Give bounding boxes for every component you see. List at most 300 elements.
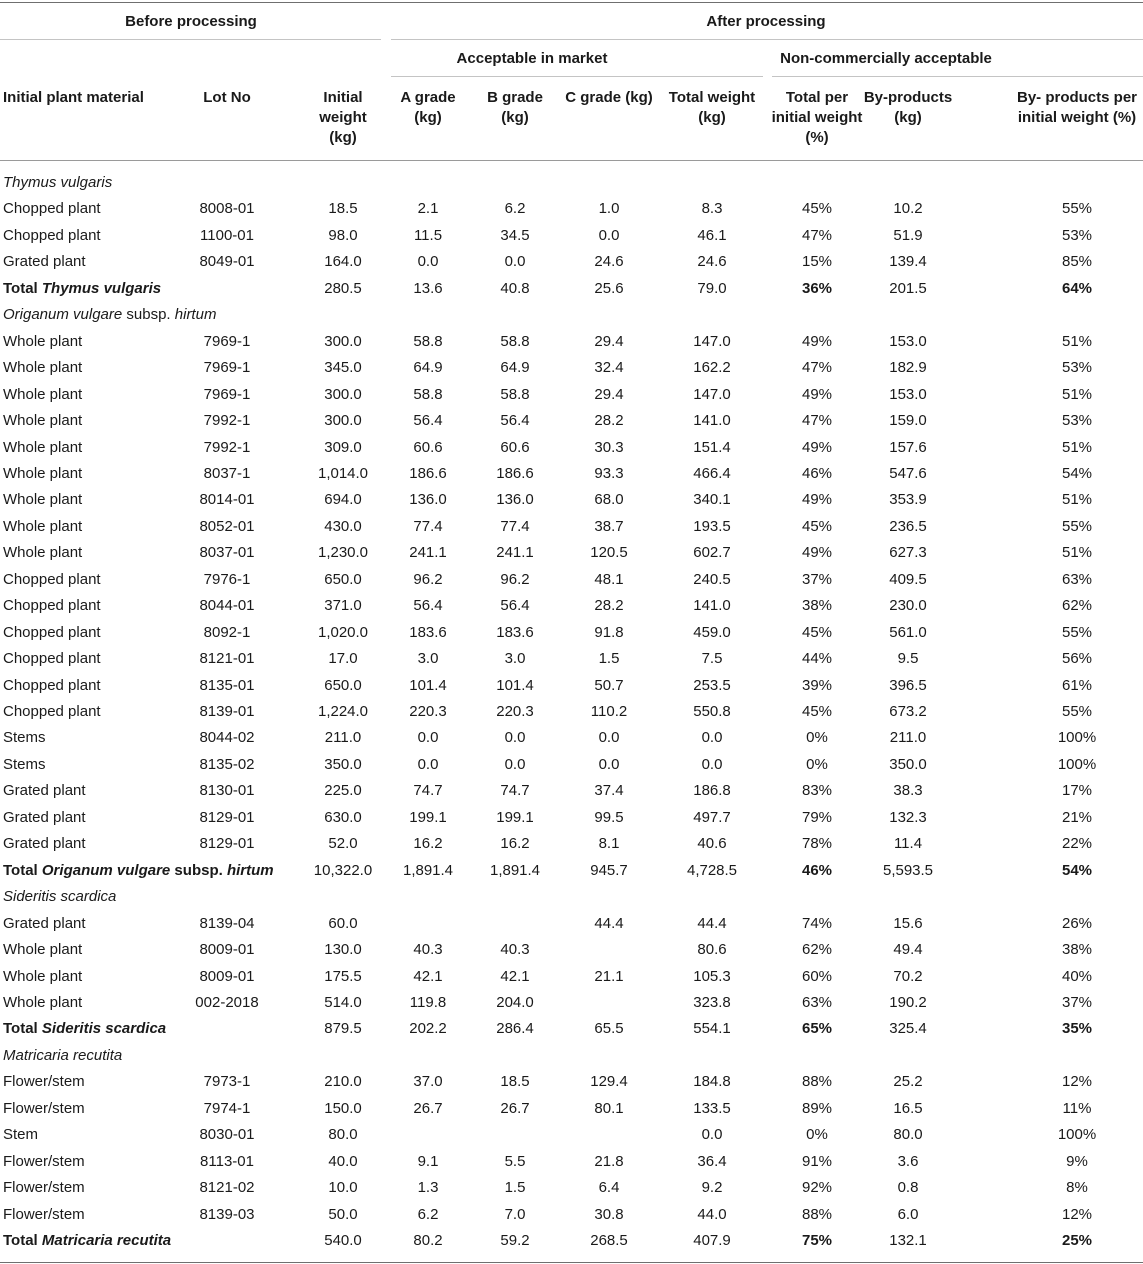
cell-byproducts: 409.5 <box>889 571 927 588</box>
cell-material: Whole plant <box>3 968 83 985</box>
cell-b-grade: 1.5 <box>504 1179 526 1196</box>
cell-byproducts-per-initial: 54% <box>1061 862 1093 879</box>
cell-initial-weight: 50.0 <box>328 1206 358 1223</box>
species-section-label: Origanum vulgare subsp. hirtum <box>3 306 217 323</box>
cell-material: Whole plant <box>3 412 83 429</box>
cell-b-grade: 40.3 <box>500 941 530 958</box>
cell-total-weight: 9.2 <box>701 1179 723 1196</box>
cell-a-grade: 2.1 <box>417 200 439 217</box>
cell-lot: 8052-01 <box>199 518 255 535</box>
cell-lot: 8130-01 <box>199 782 255 799</box>
cell-total-per-initial: 47% <box>801 412 833 429</box>
cell-c-grade: 25.6 <box>594 280 624 297</box>
cell-material: Grated plant <box>3 809 86 826</box>
cell-c-grade: 80.1 <box>594 1100 624 1117</box>
cell-byproducts: 5,593.5 <box>882 862 934 879</box>
cell-a-grade: 58.8 <box>413 386 443 403</box>
cell-byproducts-per-initial: 9% <box>1066 1153 1088 1170</box>
cell-byproducts: 9.5 <box>897 650 919 667</box>
cell-c-grade: 29.4 <box>594 386 624 403</box>
cell-b-grade: 26.7 <box>500 1100 530 1117</box>
species-section-label: Sideritis scardica <box>3 888 117 905</box>
species-total-label: Total Thymus vulgaris <box>3 280 162 297</box>
cell-lot: 8139-01 <box>199 703 255 720</box>
cell-material: Flower/stem <box>3 1206 85 1223</box>
cell-byproducts-per-initial: 12% <box>1061 1206 1093 1223</box>
cell-total-weight: 105.3 <box>693 968 731 985</box>
cell-b-grade: 3.0 <box>504 650 526 667</box>
cell-c-grade: 91.8 <box>594 624 624 641</box>
cell-material: Whole plant <box>3 465 83 482</box>
cell-material: Whole plant <box>3 439 83 456</box>
cell-lot: 8139-03 <box>199 1206 255 1223</box>
cell-lot: 8129-01 <box>199 809 255 826</box>
cell-total-weight: 80.6 <box>697 941 727 958</box>
cell-initial-weight: 164.0 <box>324 253 362 270</box>
cell-lot: 8113-01 <box>200 1153 254 1170</box>
cell-total-per-initial: 47% <box>801 227 833 244</box>
cell-c-grade: 0.0 <box>598 729 620 746</box>
cell-byproducts: 80.0 <box>893 1126 923 1143</box>
cell-b-grade: 1,891.4 <box>489 862 541 879</box>
cell-lot: 8121-01 <box>199 650 255 667</box>
cell-byproducts-per-initial: 55% <box>1061 200 1093 217</box>
cell-total-per-initial: 75% <box>801 1232 833 1249</box>
cell-c-grade: 0.0 <box>598 756 620 773</box>
cell-byproducts: 16.5 <box>893 1100 923 1117</box>
cell-total-per-initial: 0% <box>806 1126 828 1143</box>
cell-b-grade: 0.0 <box>504 253 526 270</box>
cell-total-per-initial: 60% <box>801 968 833 985</box>
cell-byproducts: 0.8 <box>897 1179 919 1196</box>
cell-material: Stems <box>3 729 46 746</box>
cell-material: Grated plant <box>3 915 86 932</box>
cell-lot: 8044-01 <box>199 597 255 614</box>
cell-initial-weight: 694.0 <box>324 491 362 508</box>
cell-lot: 7969-1 <box>203 386 251 403</box>
cell-byproducts-per-initial: 51% <box>1061 386 1093 403</box>
cell-total-per-initial: 37% <box>801 571 833 588</box>
cell-a-grade: 13.6 <box>413 280 443 297</box>
cell-c-grade: 8.1 <box>598 835 620 852</box>
cell-byproducts-per-initial: 17% <box>1061 782 1093 799</box>
cell-total-per-initial: 92% <box>801 1179 833 1196</box>
cell-b-grade: 241.1 <box>496 544 534 561</box>
cell-total-weight: 79.0 <box>697 280 727 297</box>
cell-initial-weight: 225.0 <box>324 782 362 799</box>
cell-initial-weight: 10,322.0 <box>313 862 373 879</box>
cell-lot: 002-2018 <box>195 994 259 1011</box>
cell-byproducts-per-initial: 53% <box>1061 412 1093 429</box>
cell-c-grade: 268.5 <box>590 1232 628 1249</box>
cell-b-grade: 204.0 <box>496 994 534 1011</box>
cell-byproducts: 153.0 <box>889 333 927 350</box>
cell-total-per-initial: 65% <box>801 1020 833 1037</box>
cell-b-grade: 77.4 <box>500 518 530 535</box>
col-header-a-grade: A grade (kg) <box>400 89 456 126</box>
cell-c-grade: 29.4 <box>594 333 624 350</box>
cell-b-grade: 59.2 <box>500 1232 530 1249</box>
cell-total-per-initial: 0% <box>806 729 828 746</box>
species-total-label: Total Sideritis scardica <box>3 1020 167 1037</box>
cell-initial-weight: 1,230.0 <box>317 544 369 561</box>
cell-total-per-initial: 63% <box>801 994 833 1011</box>
cell-material: Stem <box>3 1126 39 1143</box>
cell-total-per-initial: 45% <box>801 200 833 217</box>
cell-a-grade: 96.2 <box>413 571 443 588</box>
cell-b-grade: 186.6 <box>496 465 534 482</box>
cell-a-grade: 58.8 <box>413 333 443 350</box>
cell-a-grade: 0.0 <box>417 756 439 773</box>
cell-initial-weight: 150.0 <box>324 1100 362 1117</box>
cell-c-grade: 1.0 <box>598 200 620 217</box>
cell-byproducts-per-initial: 55% <box>1061 518 1093 535</box>
cell-a-grade: 80.2 <box>413 1232 443 1249</box>
cell-a-grade: 60.6 <box>413 439 443 456</box>
cell-b-grade: 220.3 <box>496 703 534 720</box>
cell-c-grade: 50.7 <box>594 677 624 694</box>
cell-material: Chopped plant <box>3 227 101 244</box>
cell-total-weight: 147.0 <box>693 333 731 350</box>
cell-total-per-initial: 46% <box>801 465 833 482</box>
cell-material: Chopped plant <box>3 200 101 217</box>
cell-byproducts: 70.2 <box>893 968 923 985</box>
cell-lot: 8014-01 <box>199 491 255 508</box>
cell-initial-weight: 40.0 <box>328 1153 358 1170</box>
cell-a-grade: 101.4 <box>409 677 447 694</box>
cell-byproducts: 159.0 <box>889 412 927 429</box>
cell-c-grade: 37.4 <box>594 782 624 799</box>
cell-total-per-initial: 15% <box>801 253 833 270</box>
col-header-material: Initial plant material <box>3 89 144 106</box>
cell-total-per-initial: 38% <box>801 597 833 614</box>
cell-b-grade: 74.7 <box>500 782 530 799</box>
cell-initial-weight: 514.0 <box>324 994 362 1011</box>
col-header-initial-weight: Initial weight (kg) <box>319 89 367 146</box>
cell-initial-weight: 879.5 <box>324 1020 362 1037</box>
col-header-total-per-initial: Total per initial weight (%) <box>771 89 863 146</box>
cell-byproducts-per-initial: 37% <box>1061 994 1093 1011</box>
col-header-byproducts: By-products (kg) <box>863 89 953 126</box>
cell-c-grade: 21.1 <box>594 968 624 985</box>
cell-total-weight: 162.2 <box>693 359 731 376</box>
cell-initial-weight: 60.0 <box>328 915 358 932</box>
cell-initial-weight: 371.0 <box>324 597 362 614</box>
cell-b-grade: 101.4 <box>496 677 534 694</box>
cell-byproducts: 182.9 <box>889 359 927 376</box>
cell-total-per-initial: 88% <box>801 1073 833 1090</box>
cell-c-grade: 65.5 <box>594 1020 624 1037</box>
cell-total-weight: 141.0 <box>693 412 731 429</box>
cell-initial-weight: 650.0 <box>324 571 362 588</box>
top-rule <box>0 2 1143 3</box>
cell-total-per-initial: 62% <box>801 941 833 958</box>
cell-b-grade: 42.1 <box>500 968 530 985</box>
cell-a-grade: 56.4 <box>413 412 443 429</box>
cell-c-grade: 30.8 <box>594 1206 624 1223</box>
cell-material: Flower/stem <box>3 1073 85 1090</box>
cell-total-weight: 193.5 <box>693 518 731 535</box>
cell-total-weight: 186.8 <box>693 782 731 799</box>
cell-total-per-initial: 89% <box>801 1100 833 1117</box>
col-header-c-grade: C grade (kg) <box>565 89 653 106</box>
cell-material: Chopped plant <box>3 703 101 720</box>
col-header-byproducts-per-initial: By- products per initial weight (%) <box>1016 89 1137 126</box>
cell-a-grade: 77.4 <box>413 518 443 535</box>
cell-lot: 7969-1 <box>203 333 251 350</box>
cell-material: Grated plant <box>3 253 86 270</box>
cell-total-per-initial: 49% <box>801 386 833 403</box>
cell-a-grade: 0.0 <box>417 253 439 270</box>
col-header-total-weight: Total weight (kg) <box>668 89 756 126</box>
cell-total-weight: 133.5 <box>693 1100 731 1117</box>
cell-lot: 8121-02 <box>199 1179 255 1196</box>
cell-material: Whole plant <box>3 359 83 376</box>
cell-byproducts: 132.3 <box>889 809 927 826</box>
cell-byproducts-per-initial: 53% <box>1061 227 1093 244</box>
cell-a-grade: 42.1 <box>413 968 443 985</box>
cell-total-per-initial: 39% <box>801 677 833 694</box>
cell-byproducts-per-initial: 51% <box>1061 491 1093 508</box>
cell-total-per-initial: 79% <box>801 809 833 826</box>
cell-initial-weight: 130.0 <box>324 941 362 958</box>
cell-byproducts: 3.6 <box>897 1153 919 1170</box>
cell-lot: 7976-1 <box>203 571 251 588</box>
cell-byproducts-per-initial: 11% <box>1062 1100 1092 1117</box>
cell-lot: 7974-1 <box>203 1100 251 1117</box>
cell-initial-weight: 52.0 <box>328 835 358 852</box>
cell-byproducts-per-initial: 61% <box>1061 677 1093 694</box>
cell-total-per-initial: 44% <box>801 650 833 667</box>
cell-b-grade: 199.1 <box>496 809 534 826</box>
cell-b-grade: 64.9 <box>500 359 530 376</box>
species-section-label: Thymus vulgaris <box>3 174 113 191</box>
cell-a-grade: 183.6 <box>409 624 447 641</box>
col-header-lot: Lot No <box>203 89 251 106</box>
cell-lot: 7973-1 <box>203 1073 251 1090</box>
cell-b-grade: 18.5 <box>500 1073 530 1090</box>
cell-byproducts: 353.9 <box>889 491 927 508</box>
cell-total-weight: 0.0 <box>701 729 723 746</box>
acceptable-header: Acceptable in market <box>456 50 608 67</box>
cell-material: Whole plant <box>3 941 83 958</box>
cell-material: Whole plant <box>3 491 83 508</box>
cell-a-grade: 199.1 <box>409 809 447 826</box>
cell-total-per-initial: 78% <box>801 835 833 852</box>
cell-byproducts-per-initial: 100% <box>1057 729 1097 746</box>
cell-a-grade: 11.5 <box>413 227 443 244</box>
cell-byproducts-per-initial: 51% <box>1061 544 1093 561</box>
cell-total-weight: 323.8 <box>693 994 731 1011</box>
cell-b-grade: 60.6 <box>500 439 530 456</box>
cell-material: Flower/stem <box>3 1179 85 1196</box>
cell-initial-weight: 211.0 <box>324 729 362 746</box>
species-section-label: Matricaria recutita <box>3 1047 123 1064</box>
cell-material: Grated plant <box>3 782 86 799</box>
cell-b-grade: 58.8 <box>500 386 530 403</box>
cell-byproducts-per-initial: 56% <box>1061 650 1093 667</box>
cell-total-weight: 151.4 <box>693 439 731 456</box>
cell-total-per-initial: 49% <box>801 491 833 508</box>
cell-a-grade: 6.2 <box>417 1206 439 1223</box>
cell-initial-weight: 300.0 <box>324 386 362 403</box>
cell-initial-weight: 300.0 <box>324 333 362 350</box>
cell-b-grade: 183.6 <box>496 624 534 641</box>
cell-a-grade: 202.2 <box>409 1020 447 1037</box>
cell-material: Chopped plant <box>3 624 101 641</box>
cell-b-grade: 286.4 <box>496 1020 534 1037</box>
cell-lot: 8009-01 <box>199 968 255 985</box>
cell-initial-weight: 309.0 <box>324 439 362 456</box>
cell-b-grade: 16.2 <box>500 835 530 852</box>
species-total-label: Total Matricaria recutita <box>3 1232 172 1249</box>
cell-initial-weight: 80.0 <box>328 1126 358 1143</box>
cell-byproducts: 201.5 <box>889 280 927 297</box>
cell-a-grade: 186.6 <box>409 465 447 482</box>
cell-total-per-initial: 36% <box>801 280 833 297</box>
cell-byproducts-per-initial: 54% <box>1061 465 1093 482</box>
cell-lot: 8037-1 <box>203 465 251 482</box>
cell-c-grade: 120.5 <box>590 544 628 561</box>
cell-material: Grated plant <box>3 835 86 852</box>
cell-a-grade: 26.7 <box>413 1100 443 1117</box>
cell-byproducts: 6.0 <box>897 1206 919 1223</box>
cell-byproducts-per-initial: 51% <box>1061 439 1093 456</box>
cell-initial-weight: 1,020.0 <box>317 624 369 641</box>
cell-b-grade: 34.5 <box>500 227 530 244</box>
cell-material: Flower/stem <box>3 1100 85 1117</box>
cell-byproducts-per-initial: 55% <box>1061 703 1093 720</box>
cell-initial-weight: 98.0 <box>328 227 358 244</box>
cell-initial-weight: 540.0 <box>324 1232 362 1249</box>
cell-a-grade: 37.0 <box>413 1073 443 1090</box>
cell-a-grade: 220.3 <box>409 703 447 720</box>
cell-total-weight: 147.0 <box>693 386 731 403</box>
cell-total-per-initial: 45% <box>801 518 833 535</box>
cell-a-grade: 136.0 <box>409 491 447 508</box>
cell-c-grade: 32.4 <box>594 359 624 376</box>
cell-b-grade: 0.0 <box>504 729 526 746</box>
cell-byproducts-per-initial: 8% <box>1066 1179 1088 1196</box>
cell-c-grade: 38.7 <box>594 518 624 535</box>
cell-byproducts: 51.9 <box>893 227 923 244</box>
cell-lot: 8044-02 <box>199 729 255 746</box>
cell-c-grade: 44.4 <box>594 915 624 932</box>
cell-byproducts: 190.2 <box>889 994 927 1011</box>
cell-byproducts-per-initial: 51% <box>1061 333 1093 350</box>
cell-byproducts: 11.4 <box>893 835 923 852</box>
cell-material: Chopped plant <box>3 571 101 588</box>
cell-initial-weight: 630.0 <box>324 809 362 826</box>
cell-initial-weight: 280.5 <box>324 280 362 297</box>
cell-byproducts-per-initial: 25% <box>1061 1232 1093 1249</box>
cell-byproducts-per-initial: 21% <box>1061 809 1093 826</box>
cell-total-per-initial: 49% <box>801 333 833 350</box>
before-processing-header: Before processing <box>125 13 257 30</box>
cell-c-grade: 21.8 <box>594 1153 624 1170</box>
cell-c-grade: 68.0 <box>594 491 624 508</box>
cell-b-grade: 5.5 <box>504 1153 526 1170</box>
cell-byproducts: 25.2 <box>893 1073 923 1090</box>
cell-byproducts-per-initial: 55% <box>1061 624 1093 641</box>
cell-total-weight: 7.5 <box>701 650 723 667</box>
cell-total-weight: 40.6 <box>697 835 727 852</box>
cell-material: Flower/stem <box>3 1153 85 1170</box>
cell-b-grade: 58.8 <box>500 333 530 350</box>
cell-total-weight: 44.4 <box>697 915 727 932</box>
acceptable-rule <box>391 76 763 77</box>
cell-a-grade: 1,891.4 <box>402 862 454 879</box>
cell-byproducts: 325.4 <box>889 1020 927 1037</box>
col-header-b-grade: B grade (kg) <box>487 89 543 126</box>
cell-total-weight: 0.0 <box>701 1126 723 1143</box>
cell-b-grade: 0.0 <box>504 756 526 773</box>
cell-byproducts: 15.6 <box>893 915 923 932</box>
cell-byproducts: 547.6 <box>889 465 927 482</box>
cell-byproducts-per-initial: 40% <box>1061 968 1093 985</box>
cell-lot: 8139-04 <box>199 915 255 932</box>
cell-total-per-initial: 45% <box>801 703 833 720</box>
cell-byproducts: 561.0 <box>889 624 927 641</box>
cell-c-grade: 0.0 <box>598 227 620 244</box>
cell-byproducts-per-initial: 38% <box>1061 941 1093 958</box>
cell-total-weight: 497.7 <box>693 809 731 826</box>
cell-total-weight: 4,728.5 <box>686 862 738 879</box>
cell-total-per-initial: 74% <box>801 915 833 932</box>
before-rule <box>0 39 381 40</box>
cell-total-weight: 550.8 <box>693 703 731 720</box>
cell-byproducts-per-initial: 35% <box>1061 1020 1093 1037</box>
cell-total-per-initial: 88% <box>801 1206 833 1223</box>
cell-a-grade: 119.8 <box>409 994 447 1011</box>
cell-total-weight: 36.4 <box>697 1153 727 1170</box>
cell-byproducts-per-initial: 85% <box>1061 253 1093 270</box>
cell-byproducts-per-initial: 62% <box>1061 597 1093 614</box>
bottom-rule <box>0 1262 1143 1263</box>
cell-byproducts: 350.0 <box>889 756 927 773</box>
cell-lot: 8009-01 <box>199 941 255 958</box>
cell-byproducts: 49.4 <box>893 941 923 958</box>
cell-c-grade: 6.4 <box>598 1179 620 1196</box>
cell-a-grade: 9.1 <box>417 1153 439 1170</box>
cell-lot: 1100-01 <box>200 227 254 244</box>
cell-initial-weight: 1,224.0 <box>317 703 369 720</box>
cell-total-per-initial: 49% <box>801 439 833 456</box>
cell-total-weight: 46.1 <box>697 227 727 244</box>
cell-material: Stems <box>3 756 46 773</box>
cell-a-grade: 3.0 <box>417 650 439 667</box>
cell-a-grade: 40.3 <box>413 941 443 958</box>
header-bottom-rule <box>0 160 1143 161</box>
cell-lot: 7992-1 <box>203 439 251 456</box>
cell-byproducts: 627.3 <box>889 544 927 561</box>
cell-initial-weight: 345.0 <box>324 359 362 376</box>
cell-lot: 8037-01 <box>199 544 255 561</box>
cell-byproducts: 153.0 <box>889 386 927 403</box>
cell-lot: 8049-01 <box>199 253 255 270</box>
cell-total-per-initial: 0% <box>806 756 828 773</box>
cell-material: Whole plant <box>3 333 83 350</box>
cell-a-grade: 241.1 <box>409 544 447 561</box>
cell-byproducts-per-initial: 22% <box>1061 835 1093 852</box>
cell-total-weight: 340.1 <box>693 491 731 508</box>
cell-lot: 8008-01 <box>199 200 255 217</box>
cell-lot: 8129-01 <box>199 835 255 852</box>
cell-initial-weight: 650.0 <box>324 677 362 694</box>
noncommercial-header: Non-commercially acceptable <box>780 50 992 67</box>
cell-a-grade: 56.4 <box>413 597 443 614</box>
cell-byproducts-per-initial: 63% <box>1061 571 1093 588</box>
